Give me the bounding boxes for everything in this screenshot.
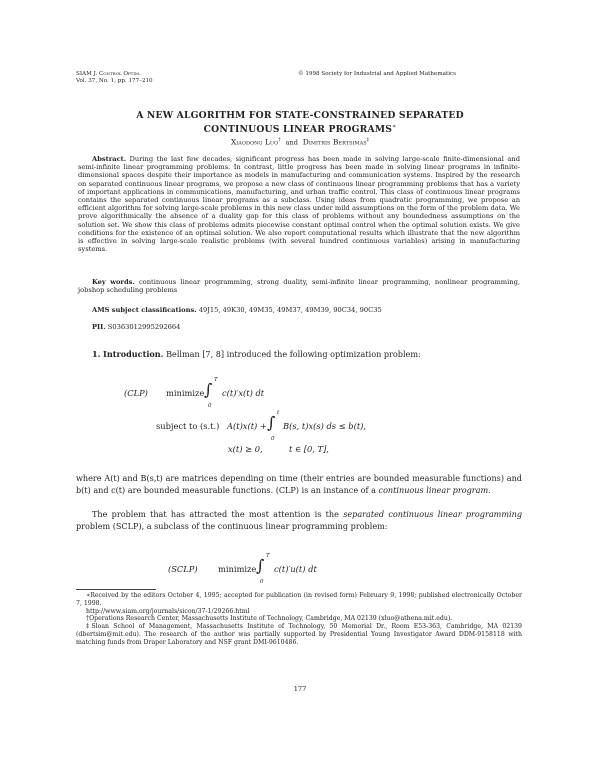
author-2-mark: ‡ — [366, 137, 370, 143]
copyright-notice: © 1998 Society for Industrial and Applied Mathematics — [298, 71, 457, 77]
clp-constraint-rhs: B(s, t)x(s) ds ≤ b(t), — [283, 421, 367, 431]
footnote-2: †Operations Research Center, Massachusetts Institute of Technology, Cambridge, MA 02139 (xluo@athena.mit.edu). — [86, 615, 453, 623]
clp-nonneg: x(t) ≥ 0, — [228, 444, 263, 454]
clp-label: (CLP) — [124, 388, 148, 398]
keywords — [78, 278, 520, 294]
sclp-objective: c(t)′u(t) dt — [274, 564, 317, 574]
pii — [78, 323, 520, 331]
paragraph-2 — [76, 509, 522, 532]
journal-volume: Vol. 37, No. 1, pp. 177–210 — [76, 78, 153, 84]
clp-lower-limit: 0 — [208, 403, 212, 409]
clp-inner-upper: t — [277, 410, 280, 416]
page-number: 177 — [293, 685, 307, 693]
clp-minimize: minimize — [166, 388, 205, 398]
clp-subject-to: subject to (s.t.) — [156, 421, 220, 431]
integral-sign: ∫ — [204, 380, 213, 399]
author-1: Xiaodong Luo — [230, 137, 279, 147]
clp-domain: t ∈ [0, T], — [289, 444, 329, 454]
author-1-mark: † — [278, 137, 281, 143]
sclp-upper-limit: T — [266, 553, 270, 559]
paragraph-1-emph: continuous linear program — [378, 484, 489, 495]
equation-sclp — [168, 553, 428, 586]
sclp-lower-limit: 0 — [260, 579, 264, 585]
paragraph-1-text: where A(t) and B(s,t) are matrices depending on time (their entries are bounded measurable functions) and b(t) and c(t) are bounded measurable functions. (CLP) is an instance of a — [76, 473, 522, 495]
journal-name: SIAM J. Control Optim. — [76, 71, 141, 77]
paragraph-1 — [76, 473, 522, 496]
sclp-label: (SCLP) — [168, 564, 198, 574]
paper-title-text: CONTINUOUS LINEAR PROGRAMS — [203, 124, 393, 136]
section-1-intro — [76, 349, 522, 361]
paragraph-2-text: The problem that has attracted the most attention is the — [92, 509, 344, 519]
paper-title-line-1: A NEW ALGORITHM FOR STATE-CONSTRAINED SEPARATED — [136, 110, 464, 121]
paper-title-line-2 — [0, 121, 600, 135]
pii-label: PII. — [92, 323, 106, 331]
keywords-label: Key words. — [92, 278, 135, 286]
footnote-rule — [76, 589, 156, 590]
ams-classifications — [78, 306, 520, 314]
pii-text: S0363012995292664 — [107, 323, 181, 331]
paragraph-2-end: problem (SCLP), a subclass of the continuous linear programming problem: — [76, 520, 388, 531]
section-number: 1. — [92, 349, 101, 359]
ams-label: AMS subject classifications. — [92, 306, 197, 314]
paragraph-1-end: . — [488, 484, 491, 495]
integral-sign: ∫ — [267, 413, 276, 432]
clp-inner-lower: 0 — [271, 436, 275, 442]
footnote-3: ‡Sloan School of Management, Massachusetts Institute of Technology, 50 Memorial Dr., Room E53-363, Cambridge, MA 02139 (dbertsim@mit.edu). The research of the author was partially supported by Presidential Young Investigator Award DDM-9158118 with matching funds from Draper Laboratory and NSF grant DMI-9610486. — [76, 623, 522, 646]
paragraph-2-emph: separated continuous linear programming — [343, 509, 522, 519]
footnote-1-url: http://www.siam.org/journals/sicon/37-1/29266.html — [86, 607, 250, 615]
footnotes — [76, 592, 522, 647]
clp-upper-limit: T — [214, 377, 218, 383]
integral-sign: ∫ — [256, 556, 265, 575]
clp-objective: c(t)′x(t) dt — [222, 388, 265, 398]
abstract-label: Abstract. — [92, 155, 127, 163]
title-footnote-mark: ∗ — [392, 123, 397, 130]
abstract-text: During the last few decades, significant progress has been made in solving large-scale finite-dimensional and semi-infinite linear programming problems. In contrast, little progress has been made in solving linear programs in infinite-dimensional spaces despite their importance as models in manufacturing and communication systems. Inspired by the research on separated continuous linear programs, we propose a new class of continuous linear programming problems that has a variety of important applications in communications, manufacturing, and urban traffic control. This class of continuous linear programs contains the separated continuous linear programs as a subclass. Using ideas from quadratic programming, we propose an efficient algorithm for solving large-scale problems in this new class under mild assumptions on the form of the problem data. We prove algorithmically the absence of a duality gap for this class of problems without any boundedness assumptions on the solution set. We show this class of problems admits piecewise constant optimal control when the optimal solution exists. We give conditions for the existence of an optimal solution. We also report computational results which illustrate that the new algorithm is effective in solving large-scale realistic problems (with several hundred continuous variables) arising in manufacturing systems. — [78, 155, 520, 254]
authors — [0, 137, 600, 147]
clp-constraint-lhs: A(t)x(t) + — [227, 421, 267, 431]
footnote-1: ∗Received by the editors October 4, 1995; accepted for publication (in revised form) February 9, 1998; published electronically October 7, 1998. — [76, 592, 522, 607]
section-intro-text: Bellman [7, 8] introduced the following optimization problem: — [166, 349, 421, 359]
author-2: Dimitris Bertsimas — [302, 137, 367, 147]
equation-clp — [124, 377, 464, 462]
authors-and: and — [285, 138, 298, 147]
abstract — [78, 155, 520, 253]
keywords-text: continuous linear programming, strong duality, semi-infinite linear programming, nonlinear programming, jobshop scheduling problems — [78, 278, 520, 295]
ams-text: 49J15, 49K30, 49M35, 49M37, 49M39, 90C34, 90C35 — [198, 306, 382, 314]
sclp-minimize: minimize — [218, 564, 257, 574]
section-title: Introduction. — [103, 349, 164, 359]
